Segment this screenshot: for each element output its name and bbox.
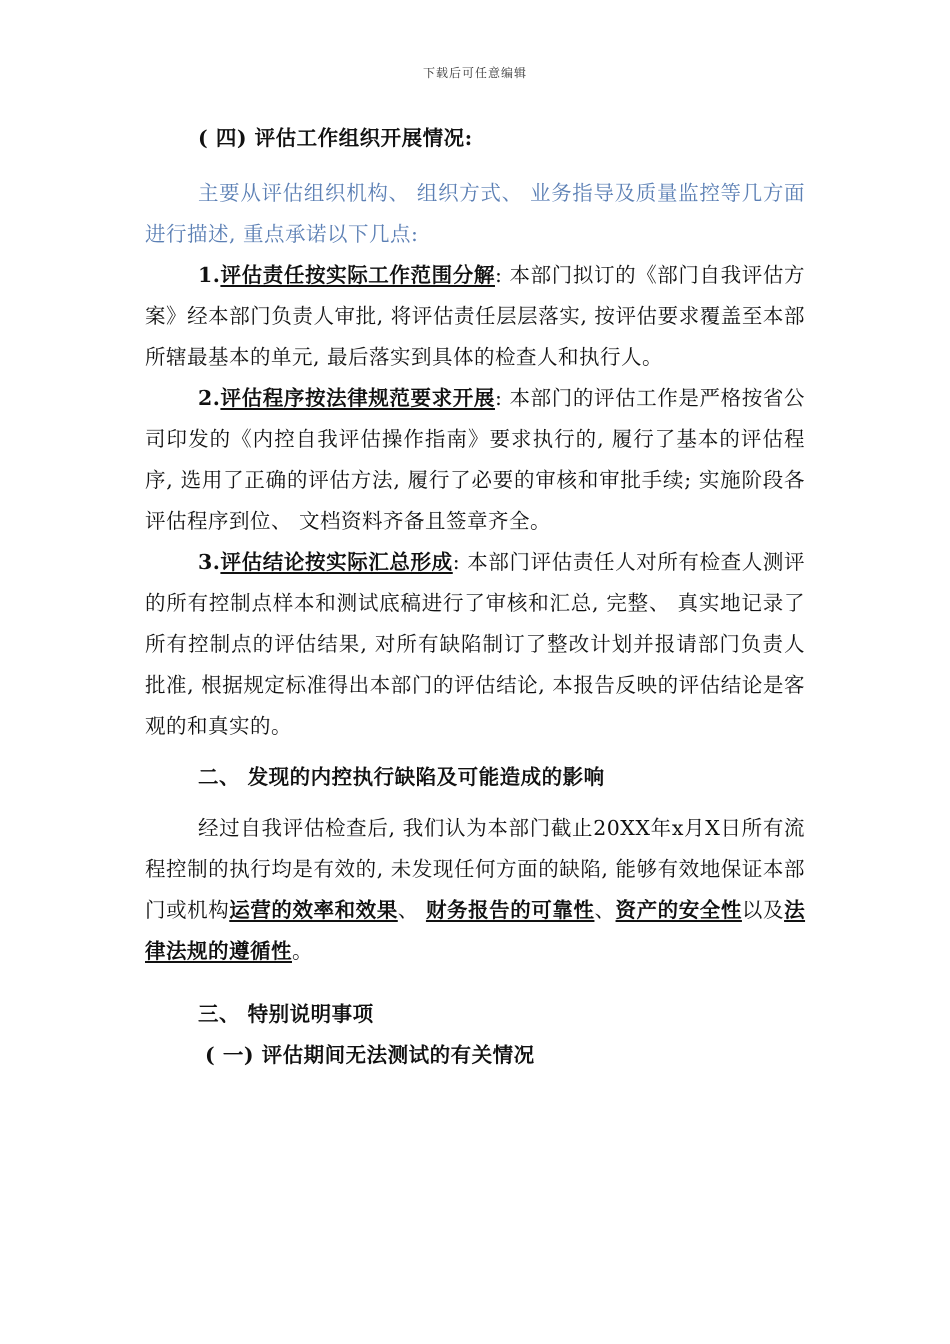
item-1-number: 1. xyxy=(198,263,221,287)
item-1-text: : 本部门拟订的《部门自我评估方案》经本部门负责人审批, 将评估责任层层落实, 按评估要求覆盖至本部所辖最基本的单元, 最后落实到具体的检查人和执行人。 xyxy=(145,263,805,369)
item-1 xyxy=(145,255,805,378)
section-two-paragraph xyxy=(145,808,805,972)
section-four-heading: ( 四) 评估工作组织开展情况: xyxy=(198,126,473,150)
item-3 xyxy=(145,542,805,747)
item-2 xyxy=(145,378,805,542)
section-two-text-end: 。 xyxy=(292,939,313,963)
item-3-label: 评估结论按实际汇总形成 xyxy=(220,550,453,574)
section-three-sub-one: ( 一) 评估期间无法测试的有关情况 xyxy=(205,1043,535,1067)
section-four-intro: 主要从评估组织机构、 组织方式、 业务指导及质量监控等几方面进行描述, 重点承诺以下几点: xyxy=(145,181,805,246)
term-asset-security: 资产的安全性 xyxy=(615,898,742,922)
item-3-number: 3. xyxy=(198,550,221,574)
term-financial-reporting: 财务报告的可靠性 xyxy=(425,898,595,922)
separator-3: 以及 xyxy=(741,898,785,922)
separator-1: 、 xyxy=(397,898,426,922)
term-operational-efficiency: 运营的效率和效果 xyxy=(229,898,398,922)
section-three-heading: 三、 特别说明事项 xyxy=(198,1002,374,1026)
section-two-text-start: 经过自我评估检查后, 我们认为本部门截止20XX年x月X日所有流程控制的执行均是有效的, 未发现任何方面的缺陷, 能够有效地保证本部门或机构 xyxy=(145,816,805,922)
item-3-text: : 本部门评估责任人对所有检查人测评的所有控制点样本和测试底稿进行了审核和汇总, 完整、 真实地记录了所有控制点的评估结果, 对所有缺陷制订了整改计划并报请部门负责人批准, 根据规定标准得出本部门的评估结论, 本报告反映的评估结论是客观的和真实的。 xyxy=(145,550,805,738)
section-two-heading: 二、 发现的内控执行缺陷及可能造成的影响 xyxy=(198,765,605,789)
item-1-label: 评估责任按实际工作范围分解 xyxy=(220,263,495,287)
item-2-number: 2. xyxy=(198,386,221,410)
item-2-label: 评估程序按法律规范要求开展 xyxy=(220,386,495,410)
page-header-note: 下载后可任意编辑 xyxy=(422,66,527,80)
item-2-text: : 本部门的评估工作是严格按省公司印发的《内控自我评估操作指南》要求执行的, 履行了基本的评估程序, 选用了正确的评估方法, 履行了必要的审核和审批手续; 实施阶段各评估程序到位、 文档资料齐备且签章齐全。 xyxy=(145,386,805,533)
document-body xyxy=(145,118,805,1076)
term-legal-compliance: 法律法规的遵循性 xyxy=(145,898,806,963)
separator-2: 、 xyxy=(594,898,616,922)
